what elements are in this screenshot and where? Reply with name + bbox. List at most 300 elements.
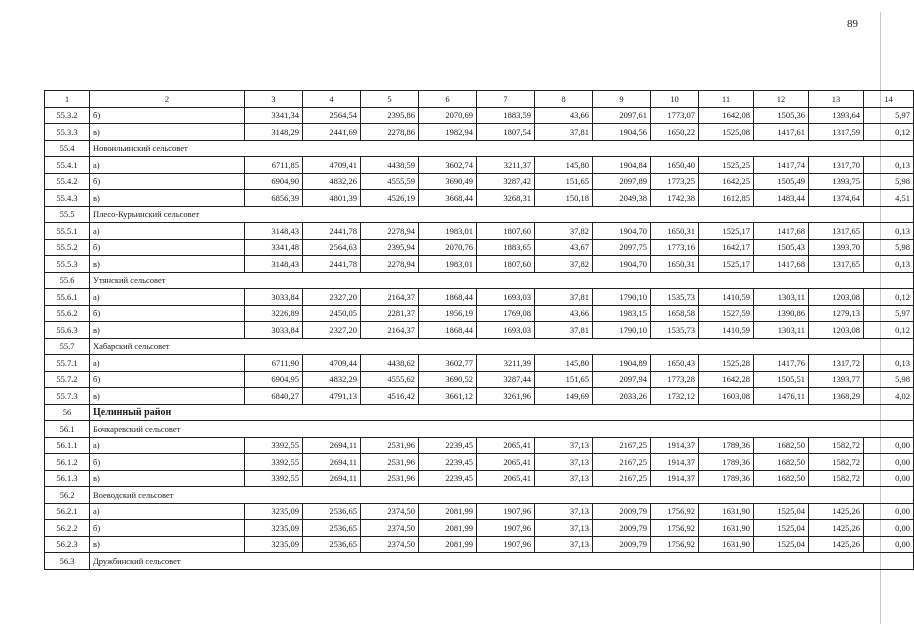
cell-value: 2536,65 xyxy=(303,520,361,537)
cell-value: 1983,15 xyxy=(593,305,651,322)
cell-value: 0,00 xyxy=(864,437,914,454)
row-code: 56 xyxy=(45,404,90,421)
cell-value: 6904,90 xyxy=(245,173,303,190)
cell-value: 1317,65 xyxy=(809,223,864,240)
cell-value: 1807,60 xyxy=(477,223,535,240)
column-header-4: 4 xyxy=(303,91,361,108)
cell-value: 37,81 xyxy=(535,289,593,306)
cell-value: 1525,17 xyxy=(699,256,754,273)
cell-value: 2097,61 xyxy=(593,107,651,124)
cell-value: 1693,03 xyxy=(477,289,535,306)
cell-value: 3341,34 xyxy=(245,107,303,124)
row-code: 55.4.3 xyxy=(45,190,90,207)
cell-value: 145,80 xyxy=(535,355,593,372)
row-variant: в) xyxy=(90,536,245,553)
cell-value: 2049,38 xyxy=(593,190,651,207)
table-row xyxy=(45,520,914,537)
cell-value: 3341,48 xyxy=(245,239,303,256)
cell-value: 1682,50 xyxy=(754,454,809,471)
cell-value: 2009,79 xyxy=(593,503,651,520)
cell-value: 1483,44 xyxy=(754,190,809,207)
cell-value: 1904,56 xyxy=(593,124,651,141)
cell-value: 1535,73 xyxy=(651,289,699,306)
row-variant: б) xyxy=(90,107,245,124)
cell-value: 6711,90 xyxy=(245,355,303,372)
cell-value: 1982,94 xyxy=(419,124,477,141)
row-variant: б) xyxy=(90,173,245,190)
cell-value: 1682,50 xyxy=(754,470,809,487)
cell-value: 1773,28 xyxy=(651,371,699,388)
cell-value: 2694,11 xyxy=(303,437,361,454)
settlement-header-row xyxy=(45,421,914,438)
cell-value: 1773,16 xyxy=(651,239,699,256)
cell-value: 1368,29 xyxy=(809,388,864,405)
table-row xyxy=(45,107,914,124)
cell-value: 1527,59 xyxy=(699,305,754,322)
cell-value: 1525,25 xyxy=(699,157,754,174)
cell-value: 1417,68 xyxy=(754,256,809,273)
cell-value: 4555,59 xyxy=(361,173,419,190)
cell-value: 3033,84 xyxy=(245,289,303,306)
cell-value: 1914,37 xyxy=(651,437,699,454)
cell-value: 149,69 xyxy=(535,388,593,405)
cell-value: 3148,29 xyxy=(245,124,303,141)
cell-value: 151,65 xyxy=(535,173,593,190)
row-code: 55.7.2 xyxy=(45,371,90,388)
cell-value: 1914,37 xyxy=(651,470,699,487)
cell-value: 2694,11 xyxy=(303,470,361,487)
settlement-header-row xyxy=(45,338,914,355)
row-code: 55.5.2 xyxy=(45,239,90,256)
row-code: 56.2.3 xyxy=(45,536,90,553)
cell-value: 37,13 xyxy=(535,536,593,553)
cell-value: 3033,84 xyxy=(245,322,303,339)
settlement-name: Дружбинский сельсовет xyxy=(90,553,914,570)
cell-value: 145,80 xyxy=(535,157,593,174)
cell-value: 1790,10 xyxy=(593,322,651,339)
cell-value: 1525,04 xyxy=(754,536,809,553)
cell-value: 1535,73 xyxy=(651,322,699,339)
cell-value: 37,13 xyxy=(535,470,593,487)
table-row xyxy=(45,503,914,520)
cell-value: 1642,28 xyxy=(699,371,754,388)
cell-value: 1650,43 xyxy=(651,355,699,372)
cell-value: 1807,54 xyxy=(477,124,535,141)
cell-value: 2441,78 xyxy=(303,256,361,273)
cell-value: 3392,55 xyxy=(245,470,303,487)
cell-value: 0,12 xyxy=(864,124,914,141)
cell-value: 151,65 xyxy=(535,371,593,388)
cell-value: 3268,31 xyxy=(477,190,535,207)
cell-value: 1582,72 xyxy=(809,470,864,487)
column-header-1: 1 xyxy=(45,91,90,108)
cell-value: 2327,20 xyxy=(303,289,361,306)
cell-value: 1582,72 xyxy=(809,437,864,454)
row-variant: а) xyxy=(90,355,245,372)
row-code: 55.7.3 xyxy=(45,388,90,405)
cell-value: 37,82 xyxy=(535,256,593,273)
cell-value: 4832,29 xyxy=(303,371,361,388)
cell-value: 2164,37 xyxy=(361,322,419,339)
cell-value: 3392,55 xyxy=(245,454,303,471)
cell-value: 0,12 xyxy=(864,289,914,306)
cell-value: 1279,13 xyxy=(809,305,864,322)
cell-value: 2374,50 xyxy=(361,520,419,537)
cell-value: 3261,96 xyxy=(477,388,535,405)
column-header-12: 12 xyxy=(754,91,809,108)
cell-value: 1732,12 xyxy=(651,388,699,405)
cell-value: 1650,22 xyxy=(651,124,699,141)
cell-value: 1642,25 xyxy=(699,173,754,190)
column-header-13: 13 xyxy=(809,91,864,108)
cell-value: 1658,58 xyxy=(651,305,699,322)
cell-value: 2395,94 xyxy=(361,239,419,256)
cell-value: 4832,26 xyxy=(303,173,361,190)
cell-value: 1756,92 xyxy=(651,520,699,537)
cell-value: 1393,75 xyxy=(809,173,864,190)
cell-value: 3287,44 xyxy=(477,371,535,388)
settlement-header-row xyxy=(45,553,914,570)
cell-value: 2327,20 xyxy=(303,322,361,339)
cell-value: 4709,41 xyxy=(303,157,361,174)
row-variant: в) xyxy=(90,388,245,405)
cell-value: 0,00 xyxy=(864,520,914,537)
cell-value: 1682,50 xyxy=(754,437,809,454)
cell-value: 1642,17 xyxy=(699,239,754,256)
row-variant: в) xyxy=(90,190,245,207)
cell-value: 0,13 xyxy=(864,157,914,174)
cell-value: 1756,92 xyxy=(651,536,699,553)
cell-value: 1393,77 xyxy=(809,371,864,388)
cell-value: 0,00 xyxy=(864,454,914,471)
row-variant: а) xyxy=(90,157,245,174)
cell-value: 6711,85 xyxy=(245,157,303,174)
cell-value: 1650,40 xyxy=(651,157,699,174)
cell-value: 1904,84 xyxy=(593,157,651,174)
cell-value: 6856,39 xyxy=(245,190,303,207)
cell-value: 6840,27 xyxy=(245,388,303,405)
cell-value: 1790,10 xyxy=(593,289,651,306)
cell-value: 1956,19 xyxy=(419,305,477,322)
cell-value: 1612,85 xyxy=(699,190,754,207)
cell-value: 1425,26 xyxy=(809,536,864,553)
cell-value: 43,66 xyxy=(535,305,593,322)
cell-value: 2536,65 xyxy=(303,536,361,553)
tariff-table xyxy=(44,90,914,570)
table-row xyxy=(45,256,914,273)
cell-value: 5,98 xyxy=(864,371,914,388)
cell-value: 1773,07 xyxy=(651,107,699,124)
column-header-2: 2 xyxy=(90,91,245,108)
cell-value: 3602,74 xyxy=(419,157,477,174)
page-number: 89 xyxy=(847,18,858,30)
cell-value: 0,13 xyxy=(864,355,914,372)
cell-value: 2167,25 xyxy=(593,437,651,454)
cell-value: 3602,77 xyxy=(419,355,477,372)
cell-value: 37,13 xyxy=(535,454,593,471)
cell-value: 1631,90 xyxy=(699,520,754,537)
row-variant: б) xyxy=(90,371,245,388)
cell-value: 1317,70 xyxy=(809,157,864,174)
table-row xyxy=(45,371,914,388)
table-row xyxy=(45,239,914,256)
row-variant: в) xyxy=(90,256,245,273)
cell-value: 1907,96 xyxy=(477,503,535,520)
cell-value: 2278,94 xyxy=(361,256,419,273)
row-variant: б) xyxy=(90,454,245,471)
cell-value: 3392,55 xyxy=(245,437,303,454)
cell-value: 2065,41 xyxy=(477,437,535,454)
cell-value: 1650,31 xyxy=(651,223,699,240)
cell-value: 1904,89 xyxy=(593,355,651,372)
cell-value: 2070,69 xyxy=(419,107,477,124)
settlement-name: Бочкаревский сельсовет xyxy=(90,421,914,438)
row-variant: а) xyxy=(90,289,245,306)
cell-value: 1393,64 xyxy=(809,107,864,124)
cell-value: 3668,44 xyxy=(419,190,477,207)
cell-value: 2278,86 xyxy=(361,124,419,141)
cell-value: 1742,38 xyxy=(651,190,699,207)
row-code: 55.5.1 xyxy=(45,223,90,240)
cell-value: 0,00 xyxy=(864,503,914,520)
cell-value: 1914,37 xyxy=(651,454,699,471)
settlement-name: Утянский сельсовет xyxy=(90,272,914,289)
cell-value: 2065,41 xyxy=(477,454,535,471)
table-row xyxy=(45,355,914,372)
cell-value: 4438,59 xyxy=(361,157,419,174)
cell-value: 1868,44 xyxy=(419,289,477,306)
cell-value: 1789,36 xyxy=(699,437,754,454)
settlement-name: Воеводский сельсовет xyxy=(90,487,914,504)
cell-value: 2441,78 xyxy=(303,223,361,240)
row-code: 55.6.2 xyxy=(45,305,90,322)
column-header-6: 6 xyxy=(419,91,477,108)
settlement-header-row xyxy=(45,487,914,504)
row-code: 56.1.1 xyxy=(45,437,90,454)
table-row xyxy=(45,157,914,174)
cell-value: 3211,37 xyxy=(477,157,535,174)
table-row xyxy=(45,388,914,405)
cell-value: 2536,65 xyxy=(303,503,361,520)
cell-value: 1417,74 xyxy=(754,157,809,174)
table-row xyxy=(45,322,914,339)
cell-value: 2239,45 xyxy=(419,470,477,487)
table-row xyxy=(45,454,914,471)
cell-value: 1303,11 xyxy=(754,289,809,306)
cell-value: 1756,92 xyxy=(651,503,699,520)
cell-value: 3661,12 xyxy=(419,388,477,405)
cell-value: 4801,39 xyxy=(303,190,361,207)
cell-value: 2374,50 xyxy=(361,503,419,520)
cell-value: 2450,05 xyxy=(303,305,361,322)
cell-value: 1505,49 xyxy=(754,173,809,190)
cell-value: 2694,11 xyxy=(303,454,361,471)
cell-value: 3690,49 xyxy=(419,173,477,190)
cell-value: 2167,25 xyxy=(593,454,651,471)
cell-value: 1883,65 xyxy=(477,239,535,256)
cell-value: 1807,60 xyxy=(477,256,535,273)
cell-value: 3235,09 xyxy=(245,503,303,520)
cell-value: 2564,54 xyxy=(303,107,361,124)
cell-value: 1642,08 xyxy=(699,107,754,124)
row-code: 55.4.1 xyxy=(45,157,90,174)
cell-value: 2009,79 xyxy=(593,536,651,553)
row-variant: б) xyxy=(90,305,245,322)
cell-value: 37,13 xyxy=(535,503,593,520)
settlement-header-row xyxy=(45,206,914,223)
cell-value: 2097,75 xyxy=(593,239,651,256)
cell-value: 1317,72 xyxy=(809,355,864,372)
cell-value: 0,13 xyxy=(864,223,914,240)
cell-value: 1417,76 xyxy=(754,355,809,372)
cell-value: 2441,69 xyxy=(303,124,361,141)
cell-value: 2531,96 xyxy=(361,454,419,471)
row-variant: б) xyxy=(90,239,245,256)
cell-value: 4,02 xyxy=(864,388,914,405)
cell-value: 1317,59 xyxy=(809,124,864,141)
cell-value: 4526,19 xyxy=(361,190,419,207)
cell-value: 1650,31 xyxy=(651,256,699,273)
cell-value: 1303,11 xyxy=(754,322,809,339)
cell-value: 2081,99 xyxy=(419,503,477,520)
row-code: 55.4 xyxy=(45,140,90,157)
cell-value: 2167,25 xyxy=(593,470,651,487)
cell-value: 1525,04 xyxy=(754,503,809,520)
row-variant: а) xyxy=(90,437,245,454)
cell-value: 2531,96 xyxy=(361,470,419,487)
cell-value: 2239,45 xyxy=(419,454,477,471)
settlement-name: Новоильинский сельсовет xyxy=(90,140,914,157)
cell-value: 1317,65 xyxy=(809,256,864,273)
cell-value: 1410,59 xyxy=(699,322,754,339)
cell-value: 3226,89 xyxy=(245,305,303,322)
cell-value: 1410,59 xyxy=(699,289,754,306)
cell-value: 1203,08 xyxy=(809,289,864,306)
cell-value: 5,97 xyxy=(864,107,914,124)
cell-value: 3211,39 xyxy=(477,355,535,372)
cell-value: 1773,25 xyxy=(651,173,699,190)
row-variant: в) xyxy=(90,322,245,339)
cell-value: 37,13 xyxy=(535,520,593,537)
column-header-3: 3 xyxy=(245,91,303,108)
table-row xyxy=(45,536,914,553)
cell-value: 1425,26 xyxy=(809,520,864,537)
cell-value: 1505,43 xyxy=(754,239,809,256)
cell-value: 1769,08 xyxy=(477,305,535,322)
cell-value: 1631,90 xyxy=(699,536,754,553)
cell-value: 2395,86 xyxy=(361,107,419,124)
row-code: 56.2 xyxy=(45,487,90,504)
row-code: 55.6.1 xyxy=(45,289,90,306)
row-variant: а) xyxy=(90,223,245,240)
cell-value: 1904,70 xyxy=(593,223,651,240)
cell-value: 1425,26 xyxy=(809,503,864,520)
row-code: 56.1.3 xyxy=(45,470,90,487)
cell-value: 1505,51 xyxy=(754,371,809,388)
table-row xyxy=(45,305,914,322)
cell-value: 2239,45 xyxy=(419,437,477,454)
row-code: 56.1 xyxy=(45,421,90,438)
row-code: 56.1.2 xyxy=(45,454,90,471)
column-header-9: 9 xyxy=(593,91,651,108)
cell-value: 3235,09 xyxy=(245,520,303,537)
cell-value: 0,12 xyxy=(864,322,914,339)
cell-value: 1390,86 xyxy=(754,305,809,322)
row-code: 56.2.2 xyxy=(45,520,90,537)
cell-value: 1525,17 xyxy=(699,223,754,240)
table-row xyxy=(45,190,914,207)
cell-value: 3148,43 xyxy=(245,256,303,273)
cell-value: 1883,59 xyxy=(477,107,535,124)
cell-value: 6904,95 xyxy=(245,371,303,388)
cell-value: 5,98 xyxy=(864,173,914,190)
row-code: 55.7.1 xyxy=(45,355,90,372)
settlement-header-row xyxy=(45,272,914,289)
row-code: 55.4.2 xyxy=(45,173,90,190)
table-row xyxy=(45,470,914,487)
cell-value: 1525,08 xyxy=(699,124,754,141)
cell-value: 37,81 xyxy=(535,322,593,339)
row-code: 55.3.2 xyxy=(45,107,90,124)
cell-value: 1631,90 xyxy=(699,503,754,520)
table-row xyxy=(45,173,914,190)
cell-value: 37,81 xyxy=(535,124,593,141)
cell-value: 2033,26 xyxy=(593,388,651,405)
row-variant: в) xyxy=(90,124,245,141)
column-header-14: 14 xyxy=(864,91,914,108)
cell-value: 43,67 xyxy=(535,239,593,256)
cell-value: 2097,89 xyxy=(593,173,651,190)
cell-value: 4555,62 xyxy=(361,371,419,388)
district-name: Целинный район xyxy=(90,404,914,421)
cell-value: 1983,01 xyxy=(419,256,477,273)
cell-value: 3148,43 xyxy=(245,223,303,240)
cell-value: 4438,62 xyxy=(361,355,419,372)
column-header-8: 8 xyxy=(535,91,593,108)
table-row xyxy=(45,437,914,454)
settlement-name: Плесо-Курьинский сельсовет xyxy=(90,206,914,223)
row-variant: б) xyxy=(90,520,245,537)
cell-value: 1904,70 xyxy=(593,256,651,273)
cell-value: 1476,11 xyxy=(754,388,809,405)
cell-value: 1907,96 xyxy=(477,520,535,537)
district-header-row xyxy=(45,404,914,421)
cell-value: 43,66 xyxy=(535,107,593,124)
row-variant: в) xyxy=(90,470,245,487)
row-code: 55.5.3 xyxy=(45,256,90,273)
cell-value: 2065,41 xyxy=(477,470,535,487)
row-code: 55.6.3 xyxy=(45,322,90,339)
column-header-5: 5 xyxy=(361,91,419,108)
cell-value: 2081,99 xyxy=(419,536,477,553)
cell-value: 5,97 xyxy=(864,305,914,322)
cell-value: 2281,37 xyxy=(361,305,419,322)
cell-value: 37,82 xyxy=(535,223,593,240)
cell-value: 2081,99 xyxy=(419,520,477,537)
cell-value: 2164,37 xyxy=(361,289,419,306)
cell-value: 4516,42 xyxy=(361,388,419,405)
cell-value: 1603,08 xyxy=(699,388,754,405)
cell-value: 37,13 xyxy=(535,437,593,454)
cell-value: 2374,50 xyxy=(361,536,419,553)
cell-value: 1417,61 xyxy=(754,124,809,141)
cell-value: 1374,64 xyxy=(809,190,864,207)
settlement-name: Хабарский сельсовет xyxy=(90,338,914,355)
row-code: 55.5 xyxy=(45,206,90,223)
column-header-10: 10 xyxy=(651,91,699,108)
cell-value: 4791,13 xyxy=(303,388,361,405)
column-header-11: 11 xyxy=(699,91,754,108)
